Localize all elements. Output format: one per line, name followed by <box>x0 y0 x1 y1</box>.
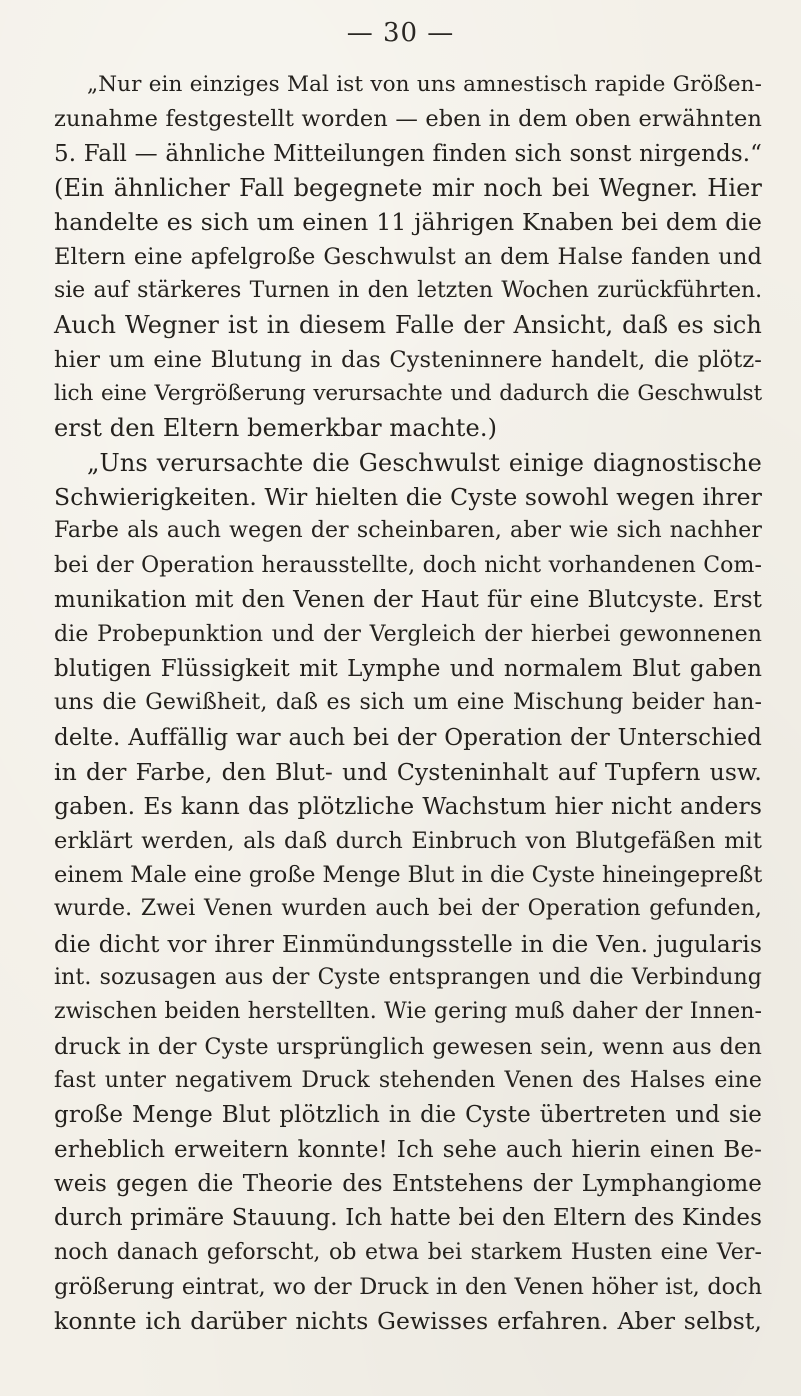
text-line: blutigen Flüssigkeit mit Lymphe und normalem Blut gaben <box>54 655 762 682</box>
page-number: — 30 — <box>346 18 455 48</box>
text-line: Auch Wegner ist in diesem Falle der Ansicht, daß es sich <box>54 311 762 340</box>
text-line: uns die Gewißheit, daß es sich um eine Mischung beider han- <box>54 690 762 716</box>
text-line: noch danach geforscht, ob etwa bei starkem Husten eine Ver- <box>54 1239 762 1265</box>
text-line: größerung eintrat, wo der Druck in den Venen höher ist, doch <box>54 1274 762 1301</box>
text-line: 5. Fall — ähnliche Mitteilungen finden sich sonst nirgends.“ <box>54 140 762 167</box>
text-line: Eltern eine apfelgroße Geschwulst an dem Halse fanden und <box>54 243 762 270</box>
text-line: die Probepunktion und der Vergleich der hierbei gewonnenen <box>54 621 762 647</box>
text-line: erst den Eltern bemerkbar machte.) <box>54 414 498 443</box>
text-line: „Uns verursachte die Geschwulst einige diagnostische <box>87 448 762 477</box>
text-line: fast unter negativem Druck stehenden Venen des Halses eine <box>54 1067 762 1093</box>
text-line: in der Farbe, den Blut- und Cysteninhalt auf Tupfern usw. <box>54 757 762 786</box>
text-line: erklärt werden, als daß durch Einbruch von Blutgefäßen mit <box>54 827 762 854</box>
body-text <box>54 68 762 1339</box>
text-line: durch primäre Stauung. Ich hatte bei den Eltern des Kindes <box>54 1205 762 1232</box>
text-line: zunahme festgestellt worden — eben in dem oben erwähnten <box>54 106 762 133</box>
text-line: konnte ich darüber nichts Gewisses erfahren. Aber selbst, <box>54 1307 762 1336</box>
text-line: delte. Auffällig war auch bei der Operation der Unterschied <box>54 724 762 751</box>
text-line: erheblich erweitern konnte! Ich sehe auch hierin einen Be- <box>54 1136 762 1163</box>
text-line: „Nur ein einziges Mal ist von uns amnestisch rapide Größen- <box>87 72 762 97</box>
text-line: (Ein ähnlicher Fall begegnete mir noch bei Wegner. Hier <box>54 174 762 203</box>
text-line: die dicht vor ihrer Einmündungsstelle in die Ven. jugularis <box>54 929 762 958</box>
text-line: gaben. Es kann das plötzliche Wachstum hier nicht anders <box>54 792 762 821</box>
text-line: große Menge Blut plötzlich in die Cyste übertreten und sie <box>54 1102 762 1129</box>
text-line: hier um eine Blutung in das Cysteninnere handelt, die plötz- <box>54 346 762 373</box>
text-line: int. sozusagen aus der Cyste entsprangen und die Verbindung <box>54 964 762 990</box>
text-line: Schwierigkeiten. Wir hielten die Cyste sowohl wegen ihrer <box>54 483 762 512</box>
text-line: weis gegen die Theorie des Entstehens der Lymphangiome <box>54 1171 762 1197</box>
text-line: handelte es sich um einen 11 jährigen Knaben bei dem die <box>54 208 762 237</box>
text-line: wurde. Zwei Venen wurden auch bei der Operation gefunden, <box>54 896 762 922</box>
text-line: sie auf stärkeres Turnen in den letzten Wochen zurückführten. <box>54 278 762 304</box>
text-line: lich eine Vergrößerung verursachte und dadurch die Geschwulst <box>54 381 762 407</box>
text-line: einem Male eine große Menge Blut in die Cyste hineingepreßt <box>54 861 763 888</box>
text-line: bei der Operation herausstellte, doch nicht vorhandenen Com- <box>54 552 762 578</box>
text-line: zwischen beiden herstellten. Wie gering muß daher der Innen- <box>54 999 762 1025</box>
text-line: munikation mit den Venen der Haut für eine Blutcyste. Erst <box>54 587 762 614</box>
text-line: druck in der Cyste ursprünglich gewesen sein, wenn aus den <box>54 1033 762 1060</box>
text-line: Farbe als auch wegen der scheinbaren, aber wie sich nachher <box>54 518 762 544</box>
